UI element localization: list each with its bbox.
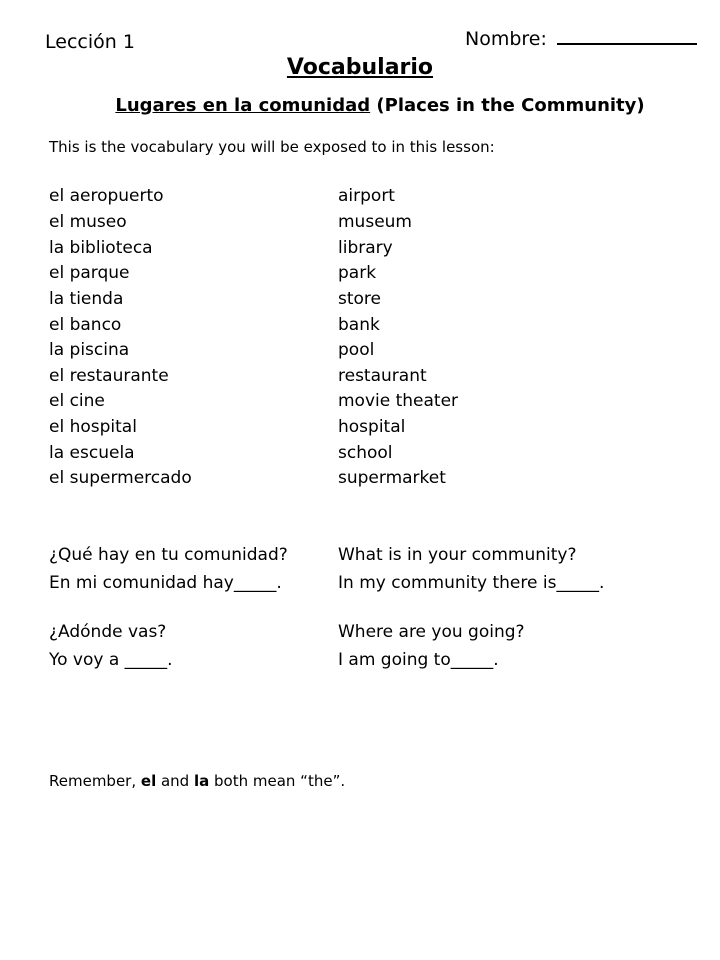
vocab-spanish: el museo <box>49 212 127 232</box>
vocab-spanish: la tienda <box>49 289 124 309</box>
vocab-spanish: la biblioteca <box>49 238 153 258</box>
vocab-spanish: el restaurante <box>49 366 169 386</box>
phrase-english: I am going to_____. <box>338 650 499 670</box>
note-suffix: both mean “the”. <box>209 772 346 790</box>
reminder-note <box>49 772 345 790</box>
vocab-spanish: el supermercado <box>49 468 192 488</box>
intro-text: This is the vocabulary you will be exposed to in this lesson: <box>49 138 495 156</box>
vocab-spanish: el cine <box>49 391 105 411</box>
note-prefix: Remember, <box>49 772 141 790</box>
vocab-english: park <box>338 263 377 283</box>
vocab-spanish: la piscina <box>49 340 130 360</box>
vocab-english: museum <box>338 212 412 232</box>
phrase-spanish: En mi comunidad hay_____. <box>49 573 282 593</box>
vocab-spanish: el parque <box>49 263 130 283</box>
vocab-english: bank <box>338 315 380 335</box>
vocab-english: store <box>338 289 381 309</box>
note-middle: and <box>156 772 194 790</box>
vocab-english: supermarket <box>338 468 446 488</box>
lesson-label: Lección 1 <box>45 31 135 53</box>
vocab-english: school <box>338 443 393 463</box>
vocab-spanish: el aeropuerto <box>49 186 164 206</box>
phrase-english: What is in your community? <box>338 545 577 565</box>
phrase-spanish: Yo voy a _____. <box>49 650 173 670</box>
phrase-english: Where are you going? <box>338 622 525 642</box>
vocab-english: hospital <box>338 417 406 437</box>
vocab-spanish: el hospital <box>49 417 137 437</box>
vocab-english: restaurant <box>338 366 427 386</box>
subtitle-english: (Places in the Community) <box>376 95 645 116</box>
vocab-spanish: el banco <box>49 315 122 335</box>
vocab-english: airport <box>338 186 395 206</box>
phrase-spanish: ¿Qué hay en tu comunidad? <box>49 545 288 565</box>
phrase-english: In my community there is_____. <box>338 573 605 593</box>
name-label: Nombre: <box>465 28 547 50</box>
vocab-english: movie theater <box>338 391 459 411</box>
phrase-spanish: ¿Adónde vas? <box>49 622 167 642</box>
page-title: Vocabulario <box>286 55 434 80</box>
vocab-english: pool <box>338 340 375 360</box>
name-field <box>465 25 697 50</box>
note-word-el: el <box>140 772 157 790</box>
vocab-spanish: la escuela <box>49 443 135 463</box>
vocab-english: library <box>338 238 393 258</box>
name-blank-line <box>557 25 697 45</box>
note-word-la: la <box>193 772 210 790</box>
page-subtitle <box>0 95 720 116</box>
subtitle-spanish: Lugares en la comunidad <box>115 95 371 116</box>
